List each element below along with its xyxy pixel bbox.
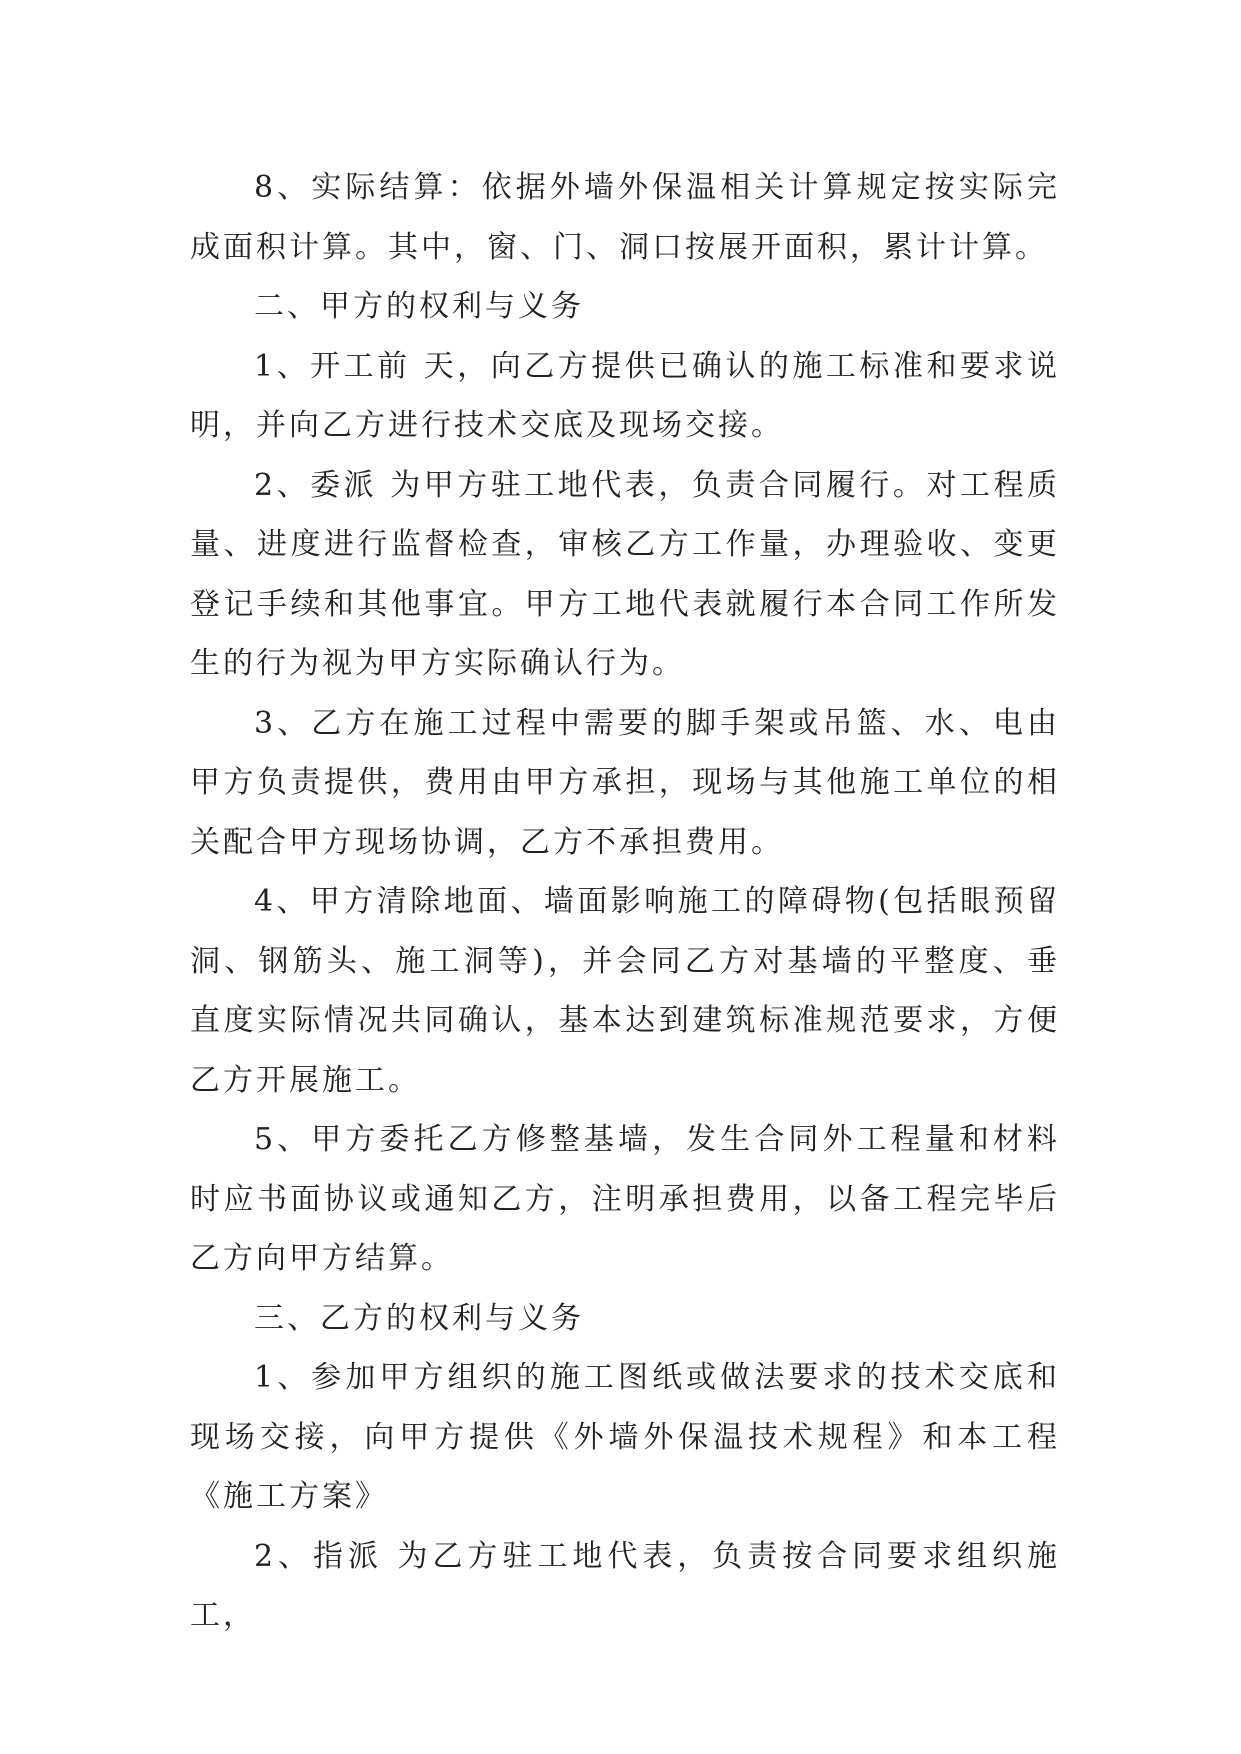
paragraph-a-3: 3、乙方在施工过程中需要的脚手架或吊篮、水、电由甲方负责提供，费用由甲方承担，现场与其他施工单位的相关配合甲方现场协调，乙方不承担费用。	[190, 705, 1060, 860]
paragraph-a-5: 5、甲方委托乙方修整基墙，发生合同外工程量和材料时应书面协议或通知乙方，注明承担费用，以备工程完毕后乙方向甲方结算。	[190, 1122, 1060, 1276]
document-page	[190, 158, 1060, 1646]
section-heading-party-a: 二、甲方的权利与义务	[254, 289, 584, 324]
paragraph-b-1: 1、参加甲方组织的施工图纸或做法要求的技术交底和现场交接，向甲方提供《外墙外保温技术规程》和本工程《施工方案》	[190, 1360, 1060, 1514]
paragraph-b-2: 2、指派 为乙方驻工地代表，负责按合同要求组织施工，	[190, 1538, 1060, 1633]
paragraph-a-2: 2、委派 为甲方驻工地代表，负责合同履行。对工程质量、进度进行监督检查，审核乙方工作量，办理验收、变更登记手续和其他事宜。甲方工地代表就履行本合同工作所发生的行为视为甲方实际确认行为。	[190, 467, 1060, 681]
paragraph-settlement: 8、实际结算：依据外墙外保温相关计算规定按实际完成面积计算。其中，窗、门、洞口按展开面积，累计计算。	[190, 170, 1060, 265]
paragraph-a-4: 4、甲方清除地面、墙面影响施工的障碍物(包括眼预留洞、钢筋头、施工洞等)，并会同乙方对基墙的平整度、垂直度实际情况共同确认，基本达到建筑标准规范要求，方便乙方开展施工。	[190, 884, 1060, 1098]
paragraph-a-1: 1、开工前 天，向乙方提供已确认的施工标准和要求说明，并向乙方进行技术交底及现场交接。	[190, 348, 1060, 443]
section-heading-party-b: 三、乙方的权利与义务	[254, 1300, 584, 1336]
